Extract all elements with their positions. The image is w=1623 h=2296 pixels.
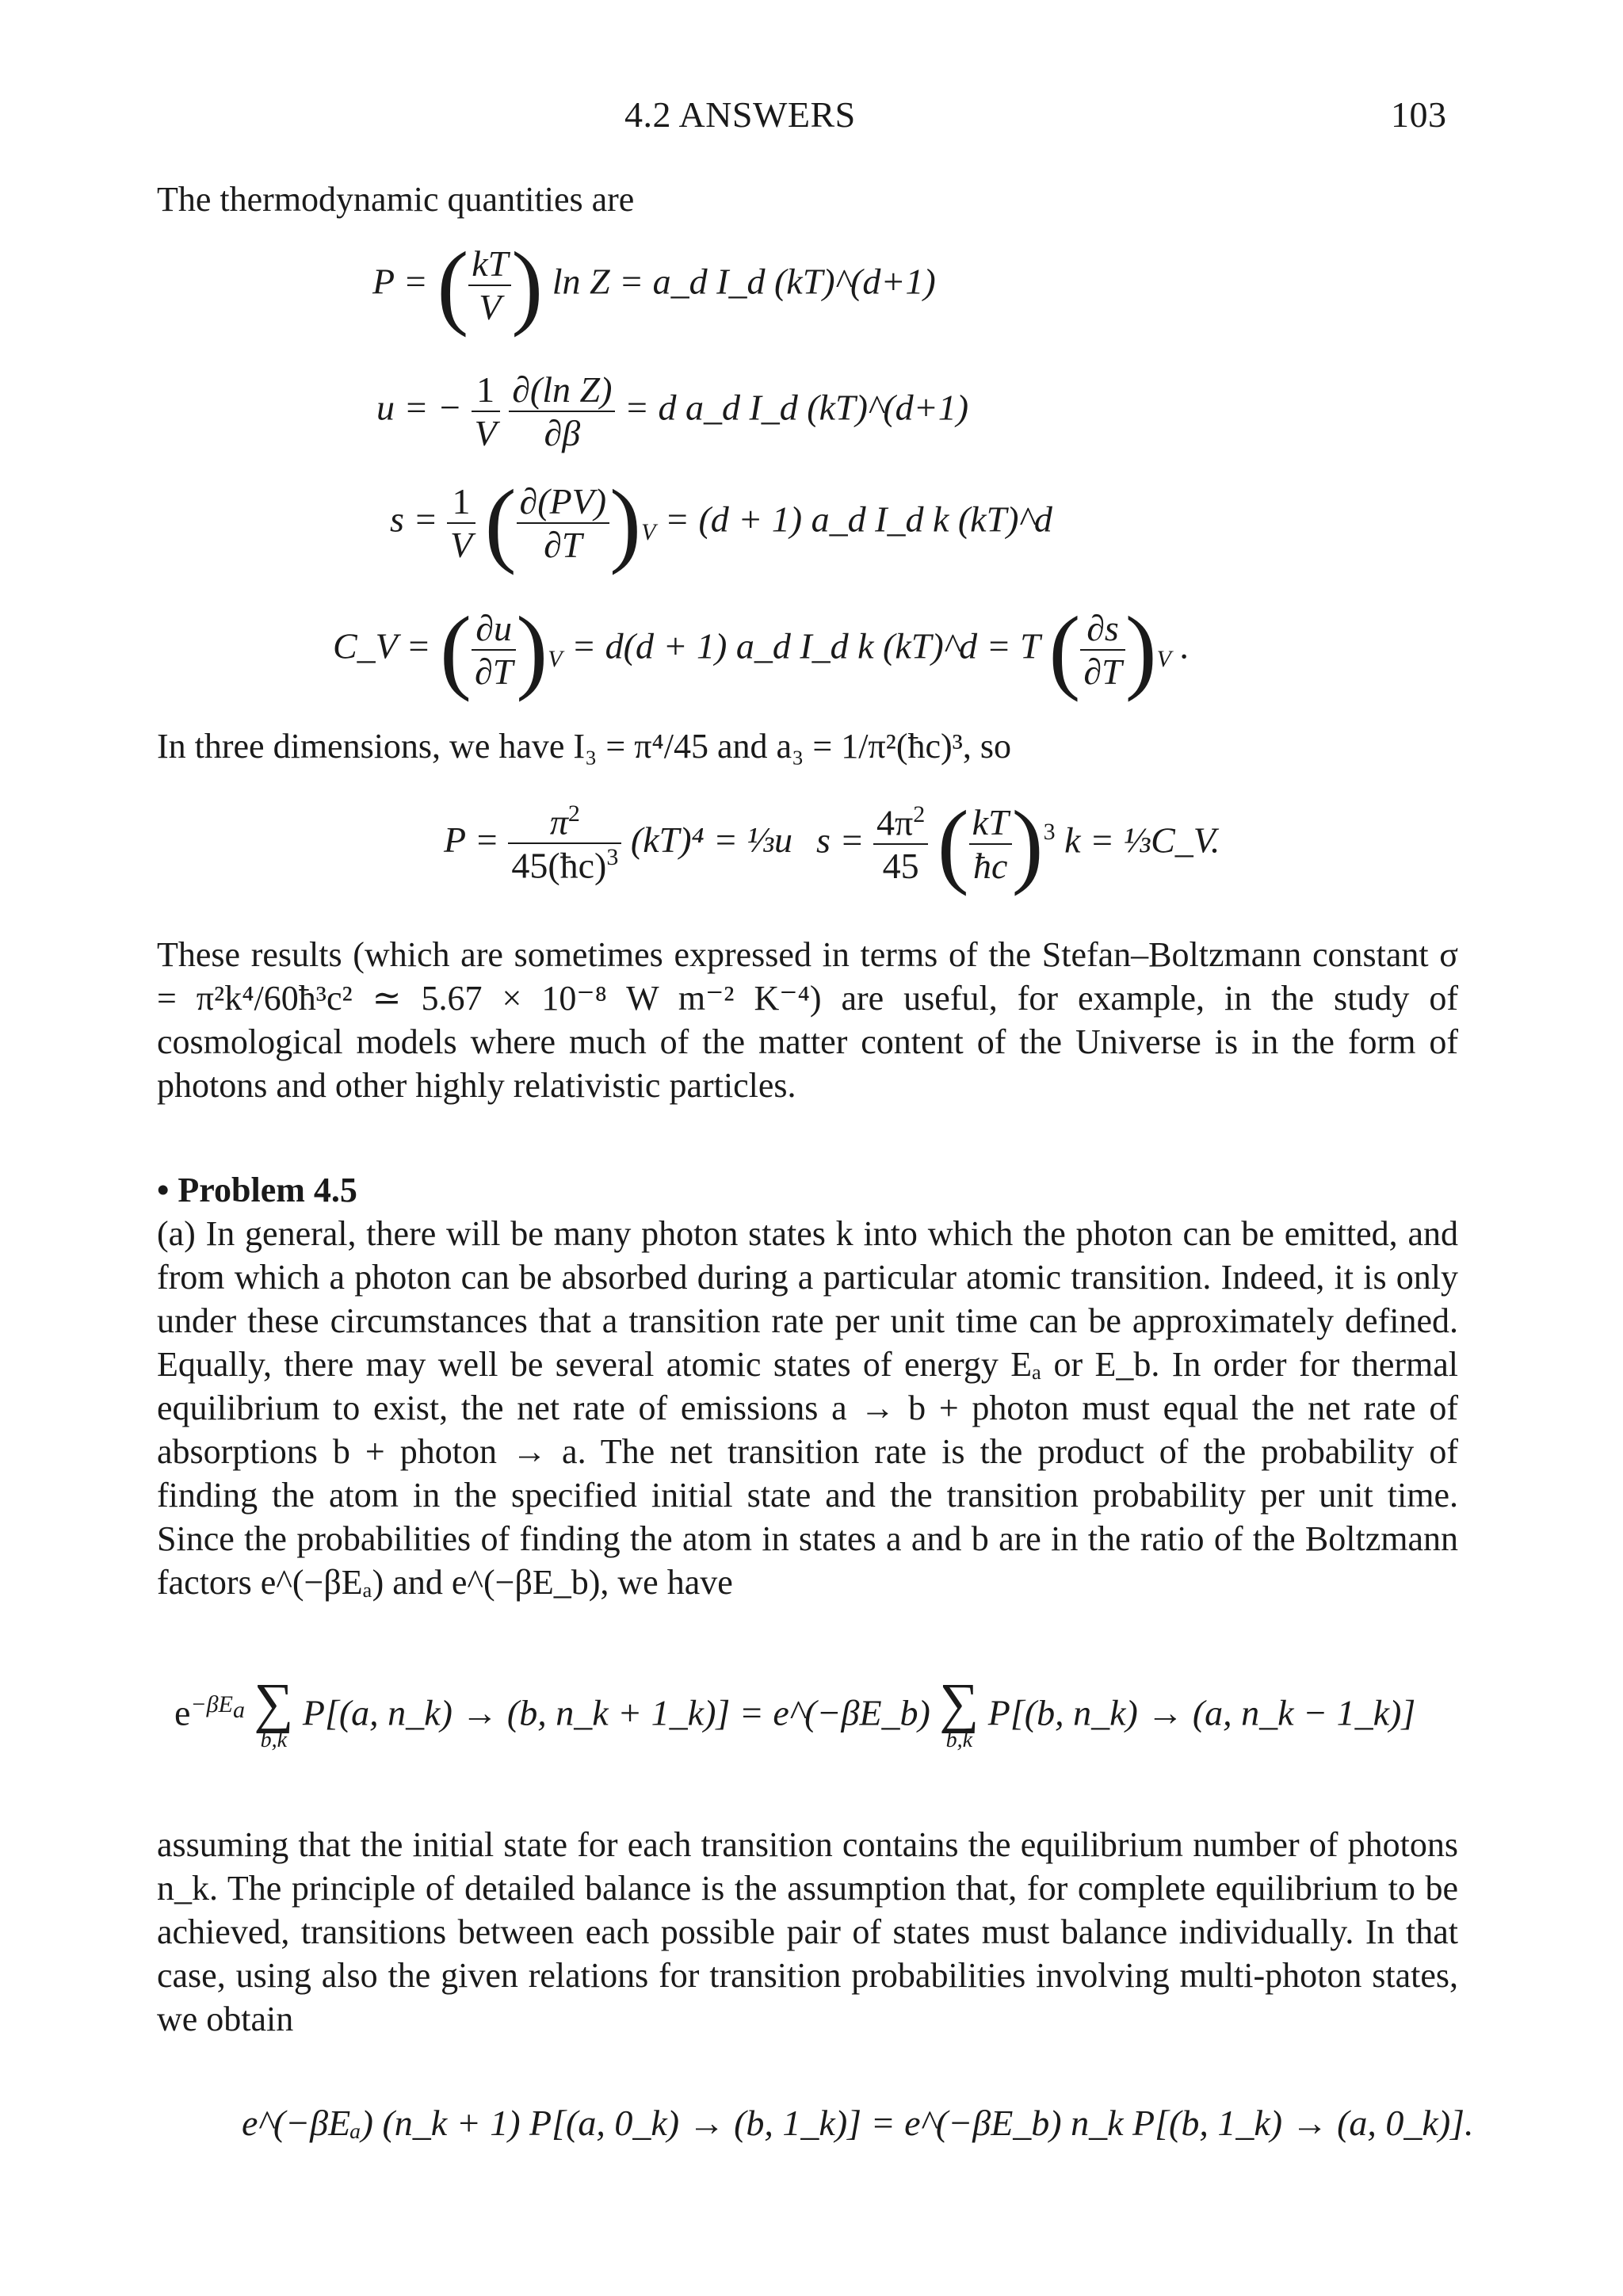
equation-heat-capacity: C_V = ( $\frac{\partial u}{\partial T}$ )$_V = d(d + 1)$ a_d I_d k (kT)^d = T ( $\frac{\partial s}{\partial T}$ )$_V$ .	[333, 597, 1190, 702]
fraction-kT-hc: $\frac{kT}{ħc}$	[969, 801, 1012, 887]
page-number: 103	[1391, 94, 1447, 135]
eq-p3-rhs: (kT)⁴ = ⅓u	[630, 819, 793, 860]
three-dimensions-line: In three dimensions, we have I₃ = π⁴/45 and a₃ = 1/π²(ħc)³, so	[157, 727, 1011, 766]
eq-s-lhs: s =	[390, 499, 438, 540]
sum-eq-left: P[(a, n_k) → (b, n_k + 1_k)] = e^(−βE_b)	[302, 1692, 930, 1733]
fraction-ds-dT: $\frac{\partial s}{\partial T}$	[1080, 607, 1125, 693]
eq-u-rhs: = d a_d I_d (kT)^(d+1)	[624, 387, 969, 428]
paragraph-part-a: (a) In general, there will be many photon states k into which the photon can be emitted, and from which a photon can be absorbed during a particular atomic transition. Indeed, it is only under these circumstances that a transition rate per unit time can be approximately defined. Equally, there may well be several atomic states of energy Eₐ or E_b. In order for thermal equilibrium to exist, the net rate of emissions a → b + photon must equal the net rate of absorptions b + photon → a. The net transition rate is the product of the probability of finding the atom in the specified initial state and the transition probability per unit time. Since the probabilities of finding the atom in states a and b are in the ratio of the Boltzmann factors e^(−βEₐ) and e^(−βE_b), we have	[157, 1214, 1458, 1602]
equation-3d-pressure: P = $\frac{\pi^2}{45(ħc)^3}$ (kT)⁴ = ⅓u	[444, 800, 793, 886]
paren-left: (	[437, 232, 469, 338]
eq-s3-rhs: k = ⅓C_V.	[1064, 819, 1220, 861]
paragraph-detailed-balance: assuming that the initial state for each transition contains the equilibrium number of photons n_k. The principle of detailed balance is the assumption that, for complete equilibrium to be achieved, transitions between each possible pair of states must balance individually. In that case, using also the given relations for transition probabilities involving multi-photon states, we obtain	[157, 1825, 1458, 2038]
equation-3d-entropy: s = $\frac{4\pi^2}{45}$ ( $\frac{kT}{ħc}$ )$^3$ k = ⅓C_V.	[816, 791, 1220, 896]
problem-heading-text: Problem 4.5	[178, 1171, 357, 1209]
equation-detailed-sum: $e^{-\beta E_a}$ ∑ b,k P[(a, n_k) → (b, n_k + 1_k)] = e^(−βE_b) ∑ b,k P[(b, n_k) → (a, n_k − 1_k)]	[174, 1673, 1416, 1752]
equation-pressure	[372, 232, 936, 338]
eq-s-rhs: = (d + 1) a_d I_d k (kT)^d	[664, 499, 1052, 540]
sum-symbol-left: ∑ b,k	[254, 1673, 294, 1752]
eq-cv-mid: = d(d + 1) a_d I_d k (kT)^d = T	[571, 625, 1040, 667]
paragraph-stefan-boltzmann: These results (which are sometimes expressed in terms of the Stefan–Boltzmann constant σ = π²k⁴/60ħ³c² ≃ 5.67 × 10⁻⁸ W m⁻² K⁻⁴) are useful, for example, in the study of cosmological models where much of the matter content of the Universe is in the form of photons and other highly relativistic particles.	[157, 935, 1458, 1105]
sum-eq-right: P[(b, n_k) → (a, n_k − 1_k)]	[987, 1692, 1416, 1733]
equation-final: e^(−βEₐ) (n_k + 1) P[(a, 0_k) → (b, 1_k)] = e^(−βE_b) n_k P[(b, 1_k) → (a, 0_k)].	[242, 2103, 1474, 2143]
eq-p-lhs: P =	[372, 261, 428, 302]
fraction-1-over-V: $\frac{1}{V}$	[472, 369, 500, 454]
eq-u-lhs: u = −	[376, 387, 463, 428]
fraction-du-dT: $\frac{\partial u}{\partial T}$	[472, 607, 516, 693]
fraction-kT-over-V: $\frac{kT}{V}$	[468, 243, 511, 328]
problem-heading: • Problem 4.5	[157, 1171, 357, 1209]
sum-symbol-right: ∑ b,k	[939, 1673, 980, 1752]
paren-right: )	[511, 232, 544, 338]
intro-line: The thermodynamic quantities are	[157, 180, 635, 219]
fraction-4pi2-45: $\frac{4\pi^2}{45}$	[873, 801, 928, 887]
equation-entropy: s = $\frac{1}{V}$ ( $\frac{\partial(PV)}{\partial T}$ )$_V = (d + 1)$ a_d I_d k (kT)^d	[390, 470, 1052, 575]
fraction-dlnZ-dbeta: $\frac{\text{∂(ln Z)}}{\partial\beta}$	[509, 369, 615, 454]
eq-p-rhs: ln Z = a_d I_d (kT)^(d+1)	[552, 261, 936, 302]
fraction-pi2-45hc3: $\frac{\pi^2}{45(ħc)^3}$	[508, 800, 621, 887]
eq-cv-lhs: C_V =	[333, 625, 431, 667]
running-header: 4.2 ANSWERS	[624, 94, 856, 135]
equation-energy	[376, 369, 968, 454]
fraction-1-over-V-s: $\frac{1}{V}$	[447, 480, 475, 566]
fraction-dPV-dT: $\frac{\partial(PV)}{\partial T}$	[517, 480, 610, 566]
